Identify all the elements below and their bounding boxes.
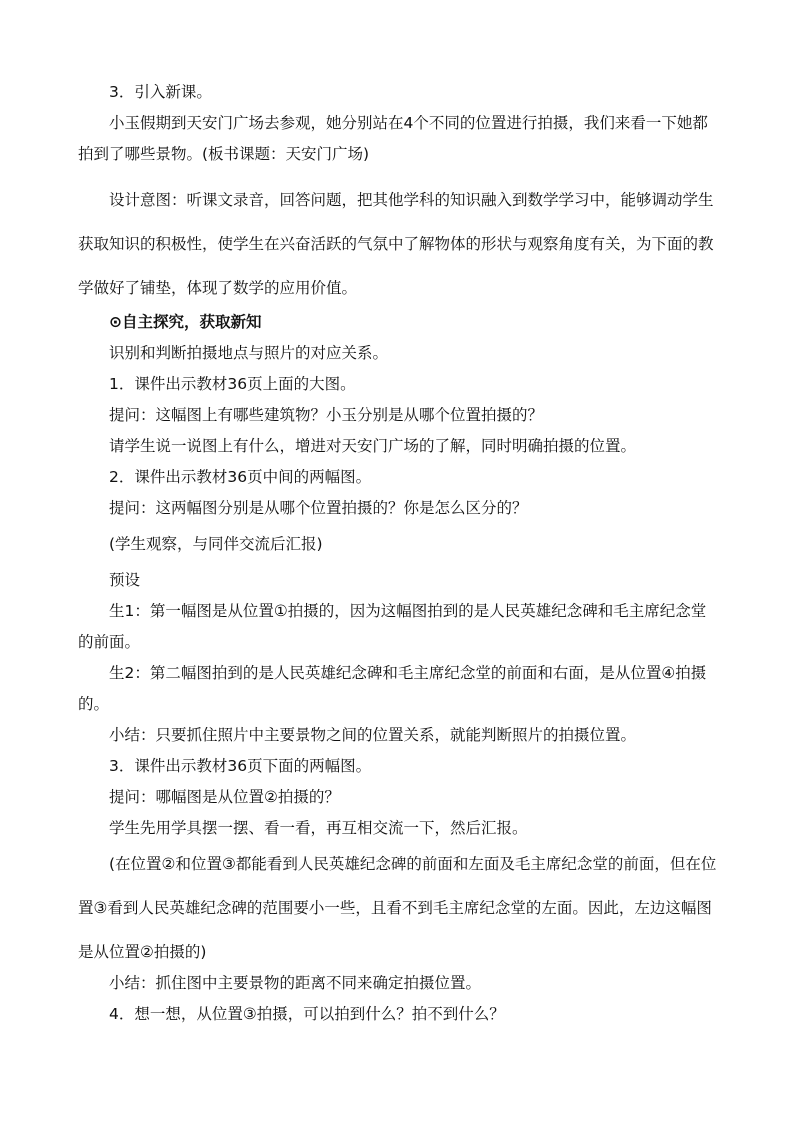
position-explanation: (在位置②和位置③都能看到人民英雄纪念碑的前面和左面及毛主席纪念堂的前面，但在位置③看到人民英雄纪念碑的范围要小一些，且看不到毛主席纪念堂的左面。因此，左边这幅图是从位置②拍摄的)	[78, 855, 717, 961]
step-3-heading: 3．课件出示教材36页下面的两幅图。	[109, 757, 372, 775]
step-3-intro-heading: 3．引入新课。	[109, 83, 212, 101]
question-2: 提问：这两幅图分别是从哪个位置拍摄的？你是怎么区分的？	[109, 499, 528, 517]
intro-paragraph: 小玉假期到天安门广场去参观，她分别站在4个不同的位置进行拍摄，我们来看一下她都拍到了哪些景物。(板书课题：天安门广场)	[78, 114, 708, 163]
design-intent-paragraph: 设计意图：听课文录音，回答问题，把其他学科的知识融入到数学学习中，能够调动学生获取知识的积极性，使学生在兴奋活跃的气氛中了解物体的形状与观察角度有关，为下面的教学做好了铺垫，体现了数学的应用价值。	[78, 191, 714, 297]
step-1-heading: 1．课件出示教材36页上面的大图。	[109, 375, 356, 393]
student-2-answer: 生2：第二幅图拍到的是人民英雄纪念碑和毛主席纪念堂的前面和右面，是从位置④拍摄的。	[78, 664, 707, 713]
summary-2: 小结：抓住图中主要景物的距离不同来确定拍摄位置。	[109, 974, 482, 992]
summary-1: 小结：只要抓住照片中主要景物之间的位置关系，就能判断照片的拍摄位置。	[109, 726, 637, 744]
step-2-heading: 2．课件出示教材36页中间的两幅图。	[109, 468, 372, 486]
task-description: 识别和判断拍摄地点与照片的对应关系。	[109, 344, 389, 362]
section-heading: ⊙自主探究，获取新知	[109, 313, 262, 331]
preset-label: 预设	[109, 571, 141, 589]
student-instruction-1: 请学生说一说图上有什么，增进对天安门广场的了解，同时明确拍摄的位置。	[109, 437, 637, 455]
question-3: 提问：哪幅图是从位置②拍摄的？	[109, 788, 340, 806]
step-4-question: 4．想一想，从位置③拍摄，可以拍到什么？拍不到什么？	[109, 1005, 505, 1023]
student-observation-note: (学生观察，与同伴交流后汇报)	[109, 535, 323, 553]
student-1-answer: 生1：第一幅图是从位置①拍摄的，因为这幅图拍到的是人民英雄纪念碑和毛主席纪念堂的前面。	[78, 602, 707, 651]
student-activity: 学生先用学具摆一摆、看一看，再互相交流一下，然后汇报。	[109, 819, 528, 837]
question-1: 提问：这幅图上有哪些建筑物？小玉分别是从哪个位置拍摄的？	[109, 406, 544, 424]
